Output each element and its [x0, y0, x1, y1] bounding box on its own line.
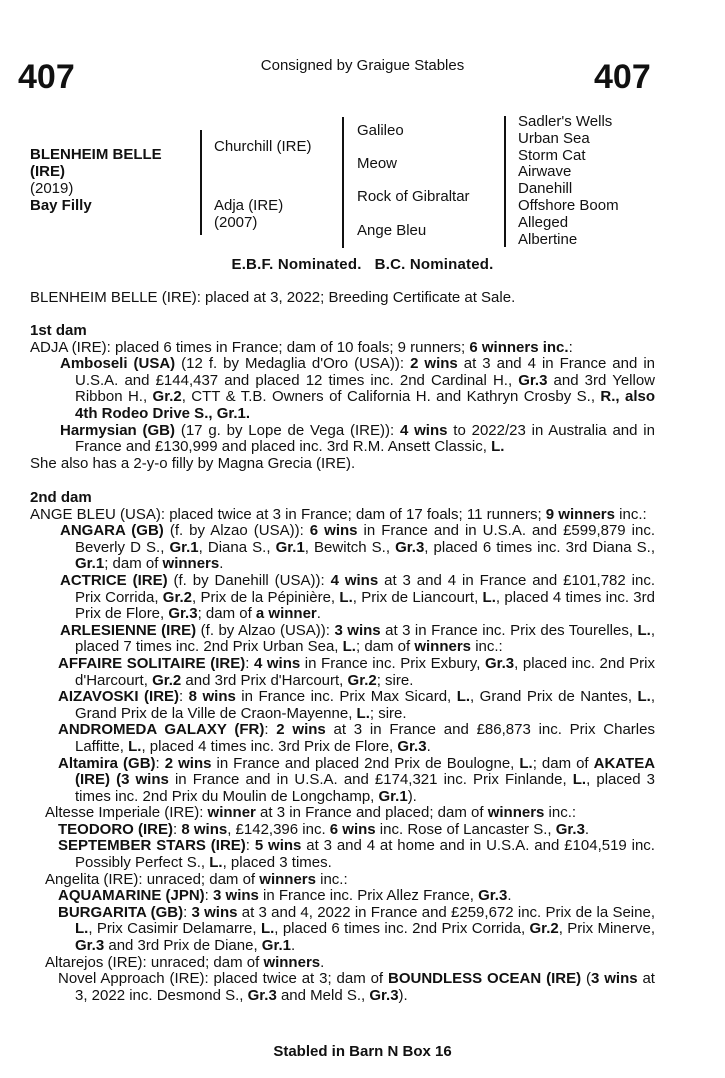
amboseli-entry: Amboseli (USA) (12 f. by Medaglia d'Oro (USA)): 2 wins at 3 and 4 in France and in U.S.A. and £144,437 and placed 12 times inc. 2nd Cardinal H., Gr.3 and 3rd Yellow Ribbon H., Gr.2, CTT & T.B. Owners of California H. and Kathryn Crosby S., R., also 4th Rodeo Drive S., Gr.1.	[60, 355, 656, 422]
teodoro-entry: TEODORO (IRE): 8 wins, £142,396 inc. 6 wins inc. Rose of Lancaster S., Gr.3.	[58, 820, 590, 838]
second-dam-section	[30, 490, 655, 1004]
gen3-2: Storm Cat	[518, 146, 586, 164]
summary	[30, 290, 655, 307]
summary-text: BLENHEIM BELLE (IRE): placed at 3, 2022; Breeding Certificate at Sale.	[30, 289, 516, 306]
stabled-location: Stabled in Barn N Box 16	[273, 1043, 452, 1060]
gen3-0: Sadler's Wells	[518, 113, 613, 130]
actrice-entry: ACTRICE (IRE) (f. by Danehill (USA)): 4 wins at 3 and 4 in France and £101,782 inc. Prix Corrida, Gr.2, Prix de la Pépinière, L., Prix de Liancourt, L., placed 4 times inc. 3rd Prix de Flore, Gr.3; dam of a winner.	[60, 571, 655, 623]
dam-name: Adja (IRE)	[214, 197, 284, 214]
horse-name-line2: (IRE)	[30, 162, 65, 180]
harmysian-entry: Harmysian (GB) (17 g. by Lope de Vega (IRE)): 4 wins to 2022/23 in Australia and in France and £130,999 and placed inc. 3rd R.M. Ansett Classic, L.	[60, 421, 655, 456]
arlesienne-entry: ARLESIENNE (IRE) (f. by Alzao (USA)): 3 wins at 3 in France inc. Prix des Tourelles, L., placed 7 times inc. 2nd Prix Urban Sea, L.; dam of winners inc.:	[60, 621, 655, 656]
gen3-6: Alleged	[518, 213, 569, 231]
gen3-1: Urban Sea	[518, 129, 590, 147]
dam	[214, 198, 283, 232]
sire: Churchill (IRE)	[214, 138, 312, 155]
altarejos-entry: Altarejos (IRE): unraced; dam of winners.	[45, 953, 325, 971]
novel-approach-entry: Novel Approach (IRE): placed twice at 3; dam of BOUNDLESS OCEAN (IRE) (3 wins at 3, 2022 inc. Desmond S., Gr.3 and Meld S., Gr.3).	[58, 970, 655, 1004]
first-dam-heading: 1st dam	[30, 322, 87, 339]
first-dam-also: She also has a 2-y-o filly by Magna Grecia (IRE).	[30, 454, 356, 472]
horse-name-line1: BLENHEIM BELLE	[30, 146, 162, 163]
gen3-4: Danehill	[518, 180, 573, 198]
angelita-entry: Angelita (IRE): unraced; dam of winners inc.:	[45, 870, 348, 888]
dam-year: (2007)	[214, 213, 258, 231]
affaire-entry: AFFAIRE SOLITAIRE (IRE): 4 wins in France inc. Prix Exbury, Gr.3, placed inc. 2nd Prix d'Harcourt, Gr.2 and 3rd Prix d'Harcourt, Gr.2; sire.	[58, 654, 655, 689]
gen2-3: Ange Bleu	[357, 222, 427, 239]
lot-number-left: 407	[18, 58, 75, 96]
aizavoski-entry: AIZAVOSKI (IRE): 8 wins in France inc. Prix Max Sicard, L., Grand Prix de Nantes, L., Grand Prix de la Ville de Craon-Mayenne, L.; sire.	[58, 688, 655, 722]
pedigree-divider-2	[342, 117, 344, 248]
horse-year: (2019)	[30, 180, 74, 197]
horse-name	[30, 147, 162, 181]
burgarita-entry: BURGARITA (GB): 3 wins at 3 and 4, 2022 in France and £259,672 inc. Prix de la Seine, L., Prix Casimir Delamarre, L., placed 6 times inc. 2nd Prix Corrida, Gr.2, Prix Minerve, Gr.3 and 3rd Prix de Diane, Gr.1.	[58, 903, 656, 955]
gen3-5: Offshore Boom	[518, 196, 619, 214]
gen2-1: Meow	[357, 155, 398, 172]
andromeda-entry: ANDROMEDA GALAXY (FR): 2 wins at 3 in France and £86,873 inc. Prix Charles Laffitte, L., placed 4 times inc. 3rd Prix de Flore, Gr.3.	[58, 721, 655, 755]
gen2-2: Rock of Gibraltar	[357, 188, 470, 205]
horse-description: Bay Filly	[30, 197, 92, 214]
first-dam-section	[30, 323, 655, 472]
gen2-0: Galileo	[357, 122, 404, 139]
nominations: E.B.F. Nominated. B.C. Nominated.	[231, 256, 494, 273]
pedigree-divider-3	[504, 116, 506, 247]
aquamarine-entry: AQUAMARINE (JPN): 3 wins in France inc. Prix Allez France, Gr.3.	[58, 887, 512, 905]
first-dam-intro: ADJA (IRE): placed 6 times in France; dam of 10 foals; 9 runners; 6 winners inc.:	[30, 338, 573, 356]
gen3-3: Airwave	[518, 163, 572, 181]
lot-number-right: 407	[594, 58, 651, 96]
gen3-7: Albertine	[518, 230, 578, 248]
second-dam-intro: ANGE BLEU (USA): placed twice at 3 in France; dam of 17 foals; 11 runners; 9 winners inc.:	[30, 505, 647, 523]
altesse-entry: Altesse Imperiale (IRE): winner at 3 in France and placed; dam of winners inc.:	[45, 804, 577, 822]
pedigree-divider-1	[200, 130, 202, 235]
angara-entry: ANGARA (GB) (f. by Alzao (USA)): 6 wins in France and in U.S.A. and £599,879 inc. Beverly D S., Gr.1, Diana S., Gr.1, Bewitch S., Gr.3, placed 6 times inc. 3rd Diana S., Gr.1; dam of winners.	[60, 522, 656, 573]
gen3-list	[518, 114, 619, 248]
september-entry: SEPTEMBER STARS (IRE): 5 wins at 3 and 4 at home and in U.S.A. and £104,519 inc. Possibly Perfect S., L., placed 3 times.	[58, 837, 655, 872]
consignor: Consigned by Graigue Stables	[260, 57, 465, 74]
second-dam-heading: 2nd dam	[30, 489, 92, 506]
altamira-entry: Altamira (GB): 2 wins in France and placed 2nd Prix de Boulogne, L.; dam of AKATEA (IRE) (3 wins in France and in U.S.A. and £174,321 inc. Prix Finlande, L., placed 3 times inc. 2nd Prix du Moulin de Longchamp, Gr.1).	[58, 754, 656, 805]
